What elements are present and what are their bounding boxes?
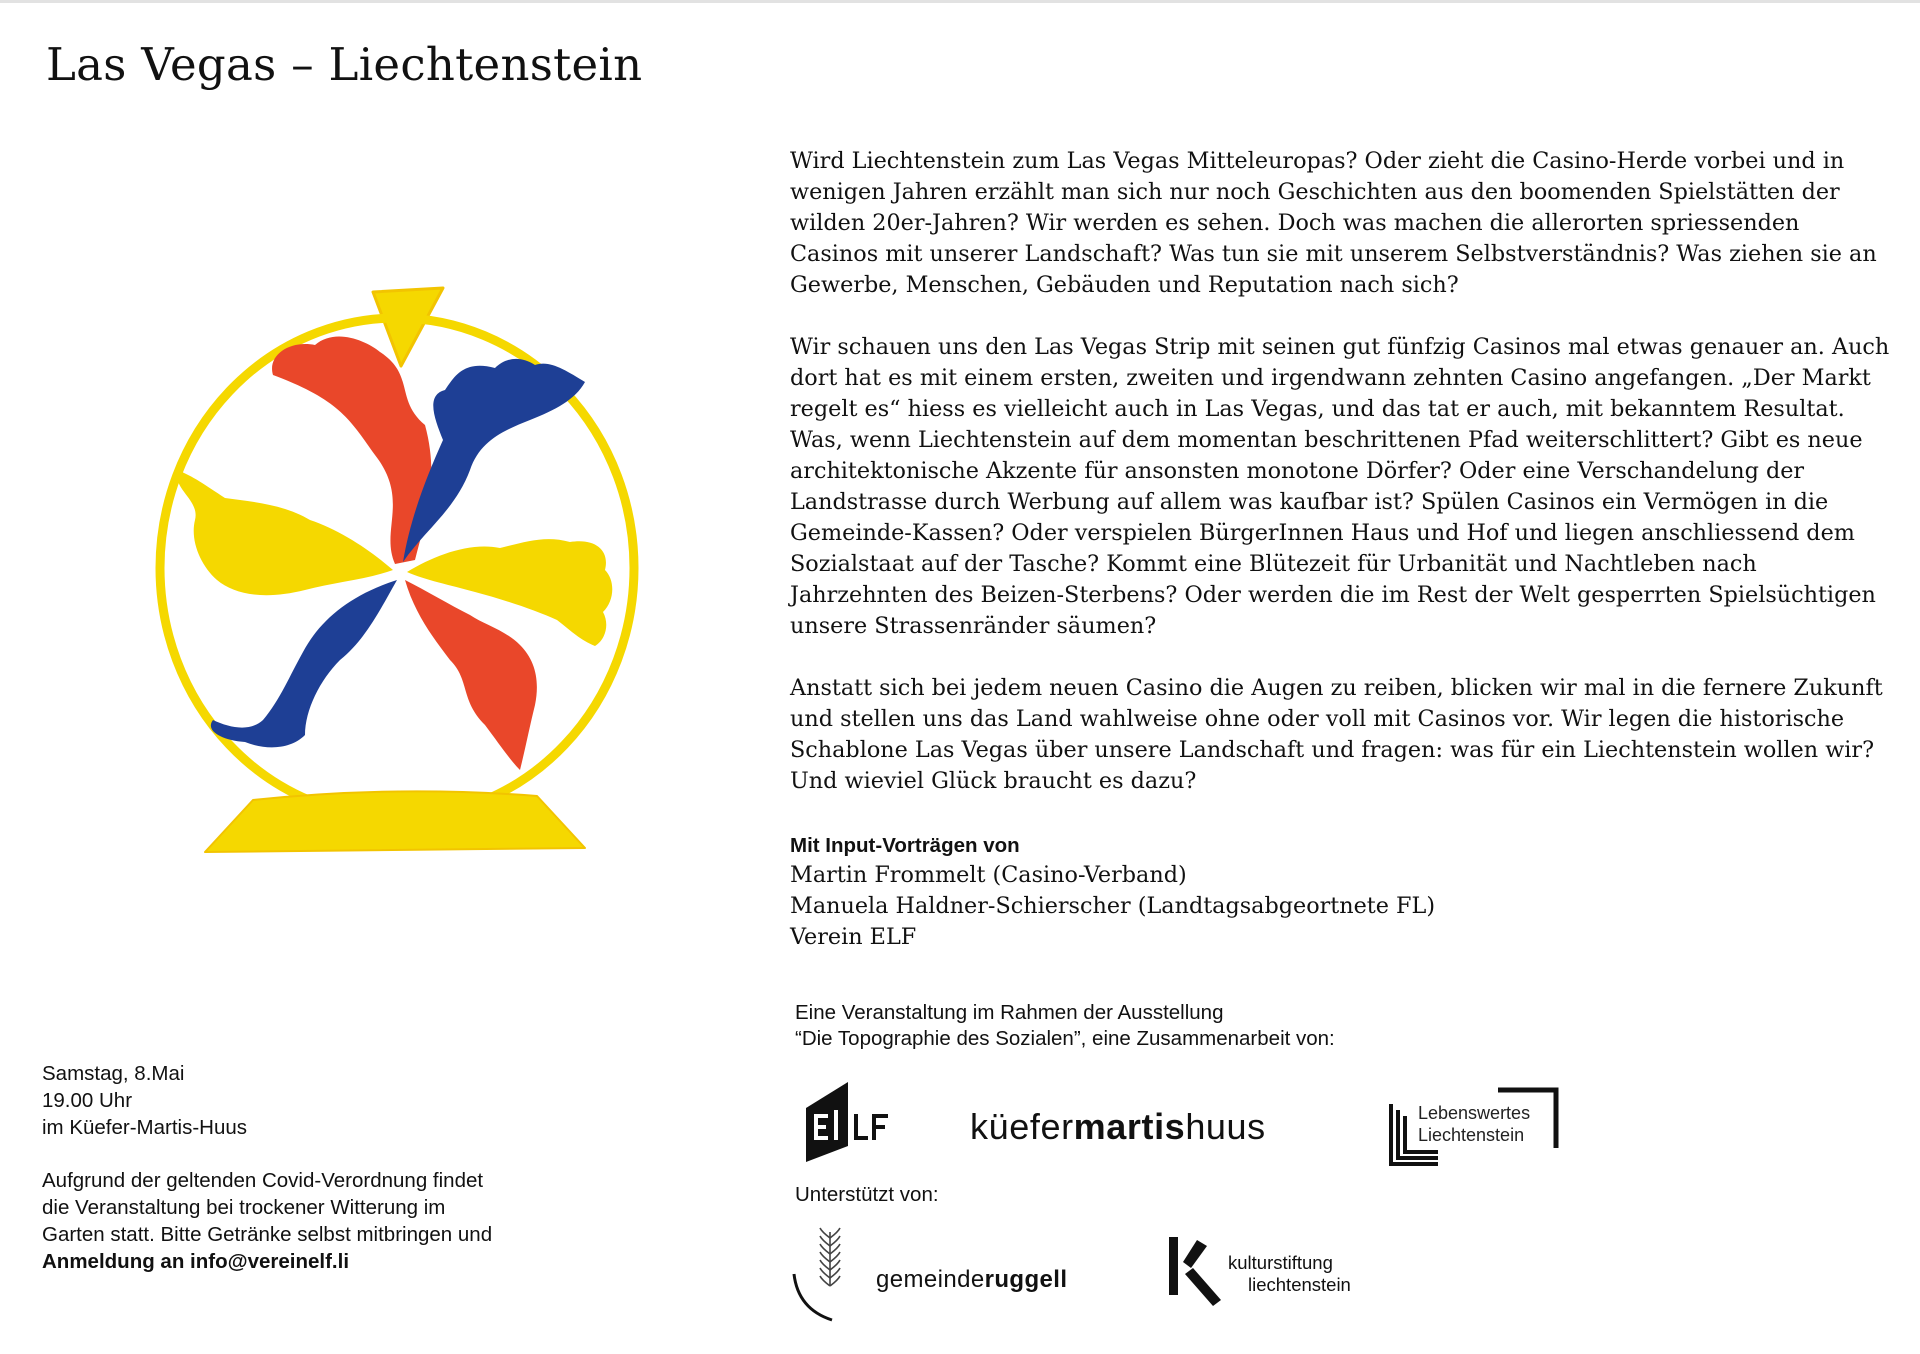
event-info bbox=[42, 1060, 502, 1275]
covid-note-text: Aufgrund der geltenden Covid-Verordnung findet die Veranstaltung bei trockener Witterung im Garten statt. Bitte Getränke selbst mitbringen und bbox=[42, 1169, 493, 1246]
intro-paragraph: Wird Liechtenstein zum Las Vegas Mitteleuropas? Oder zieht die Casino-Herde vorbei und in wenigen Jahren erzählt man sich nur noch Geschichten aus den boomenden Spielstätten der wilden 20er-Jahren? Wir werden es sehen. Doch was machen die allerorten spriessenden Casinos mit unserer Landschaft? Was tun sie mit unserem Selbstverständnis? Was ziehen sie an Gewerbe, Menschen, Gebäuden und Reputation nach sich? bbox=[790, 148, 1877, 298]
blue-segment-bottom bbox=[211, 580, 397, 747]
pointer-triangle bbox=[373, 288, 443, 366]
event-place: im Küefer-Martis-Huus bbox=[42, 1116, 248, 1139]
wheel-of-fortune-illustration bbox=[125, 280, 665, 860]
event-time: 19.00 Uhr bbox=[42, 1089, 133, 1112]
kulturstiftung-liechtenstein-logo: kulturstiftung liechtenstein bbox=[1228, 1252, 1351, 1295]
verein-elf-logo bbox=[800, 1080, 892, 1166]
registration-email[interactable]: Anmeldung an info@vereinelf.li bbox=[42, 1250, 350, 1273]
exhibition-note-line: Eine Veranstaltung im Rahmen der Ausstellung bbox=[795, 1001, 1224, 1024]
speakers-section bbox=[790, 832, 1590, 953]
lebenswertes-liechtenstein-text: Lebenswertes Liechtenstein bbox=[1418, 1103, 1531, 1145]
covid-note bbox=[42, 1167, 502, 1275]
speaker-item: Martin Frommelt (Casino-Verband) bbox=[790, 862, 1187, 888]
kulturstiftung-logo-icon bbox=[1165, 1234, 1225, 1306]
red-segment-bottom bbox=[405, 580, 537, 770]
elf-logo-shape bbox=[806, 1082, 848, 1162]
yellow-segment-left bbox=[177, 470, 393, 595]
gemeinde-ruggell-wheat-icon bbox=[788, 1224, 850, 1324]
speakers-heading: Mit Input-Vorträgen von bbox=[790, 834, 1020, 857]
intro-text bbox=[790, 146, 1890, 828]
intro-paragraph: Anstatt sich bei jedem neuen Casino die Augen zu reiben, blicken wir mal in die fernere Zukunft und stellen uns das Land wahlweise ohne oder voll mit Casinos vor. Wir legen die historische Schablone Las Vegas über unsere Landschaft und fragen: was für ein Liechtenstein wollen wir? Und wieviel Glück braucht es dazu? bbox=[790, 675, 1883, 794]
page-title: Las Vegas – Liechtenstein bbox=[46, 38, 643, 91]
intro-paragraph: Wir schauen uns den Las Vegas Strip mit seinen gut fünfzig Casinos mal etwas genauer an. Auch dort hat es mit einem ersten, zweiten und irgendwann zehnten Casino angefangen. „Der Markt regelt es“ hiess es vielleicht auch in Las Vegas, und das tat er auch, mit bekanntem Resultat. Was, wenn Liechtenstein auf dem momentan beschrittenen Pfad weiterschlittert? Gibt es neue architektonische Akzente für ansonsten monotone Dörfer? Oder eine Verschandelung der Landstrasse durch Werbung auf allem was kaufbar ist? Spülen Casinos ein Vermögen in die Gemeinde-Kassen? Oder verspielen BürgerInnen Haus und Hof und liegen anschliessend dem Sozialstaat auf der Tasche? Kommt eine Blütezeit für Urbanität und Nachtleben nach Jahrzehnten des Beizen-Sterbens? Oder werden die im Rest der Welt gesperrten Spielsüchtigen unsere Strassenränder säumen? bbox=[790, 334, 1890, 639]
kuefer-martis-huus-logo: küefermartishuus bbox=[970, 1106, 1266, 1147]
exhibition-note bbox=[795, 1000, 1695, 1052]
exhibition-note-line: “Die Topographie des Sozialen”, eine Zusammenarbeit von: bbox=[795, 1027, 1335, 1050]
gemeinde-ruggell-logo: gemeinderuggell bbox=[876, 1266, 1068, 1293]
wheel-base bbox=[205, 791, 585, 852]
speaker-item: Verein ELF bbox=[790, 924, 917, 950]
speaker-item: Manuela Haldner-Schierscher (Landtagsabgeortnete FL) bbox=[790, 893, 1436, 919]
top-border bbox=[0, 0, 1920, 3]
support-label: Unterstützt von: bbox=[795, 1183, 939, 1206]
event-date: Samstag, 8.Mai bbox=[42, 1062, 185, 1085]
